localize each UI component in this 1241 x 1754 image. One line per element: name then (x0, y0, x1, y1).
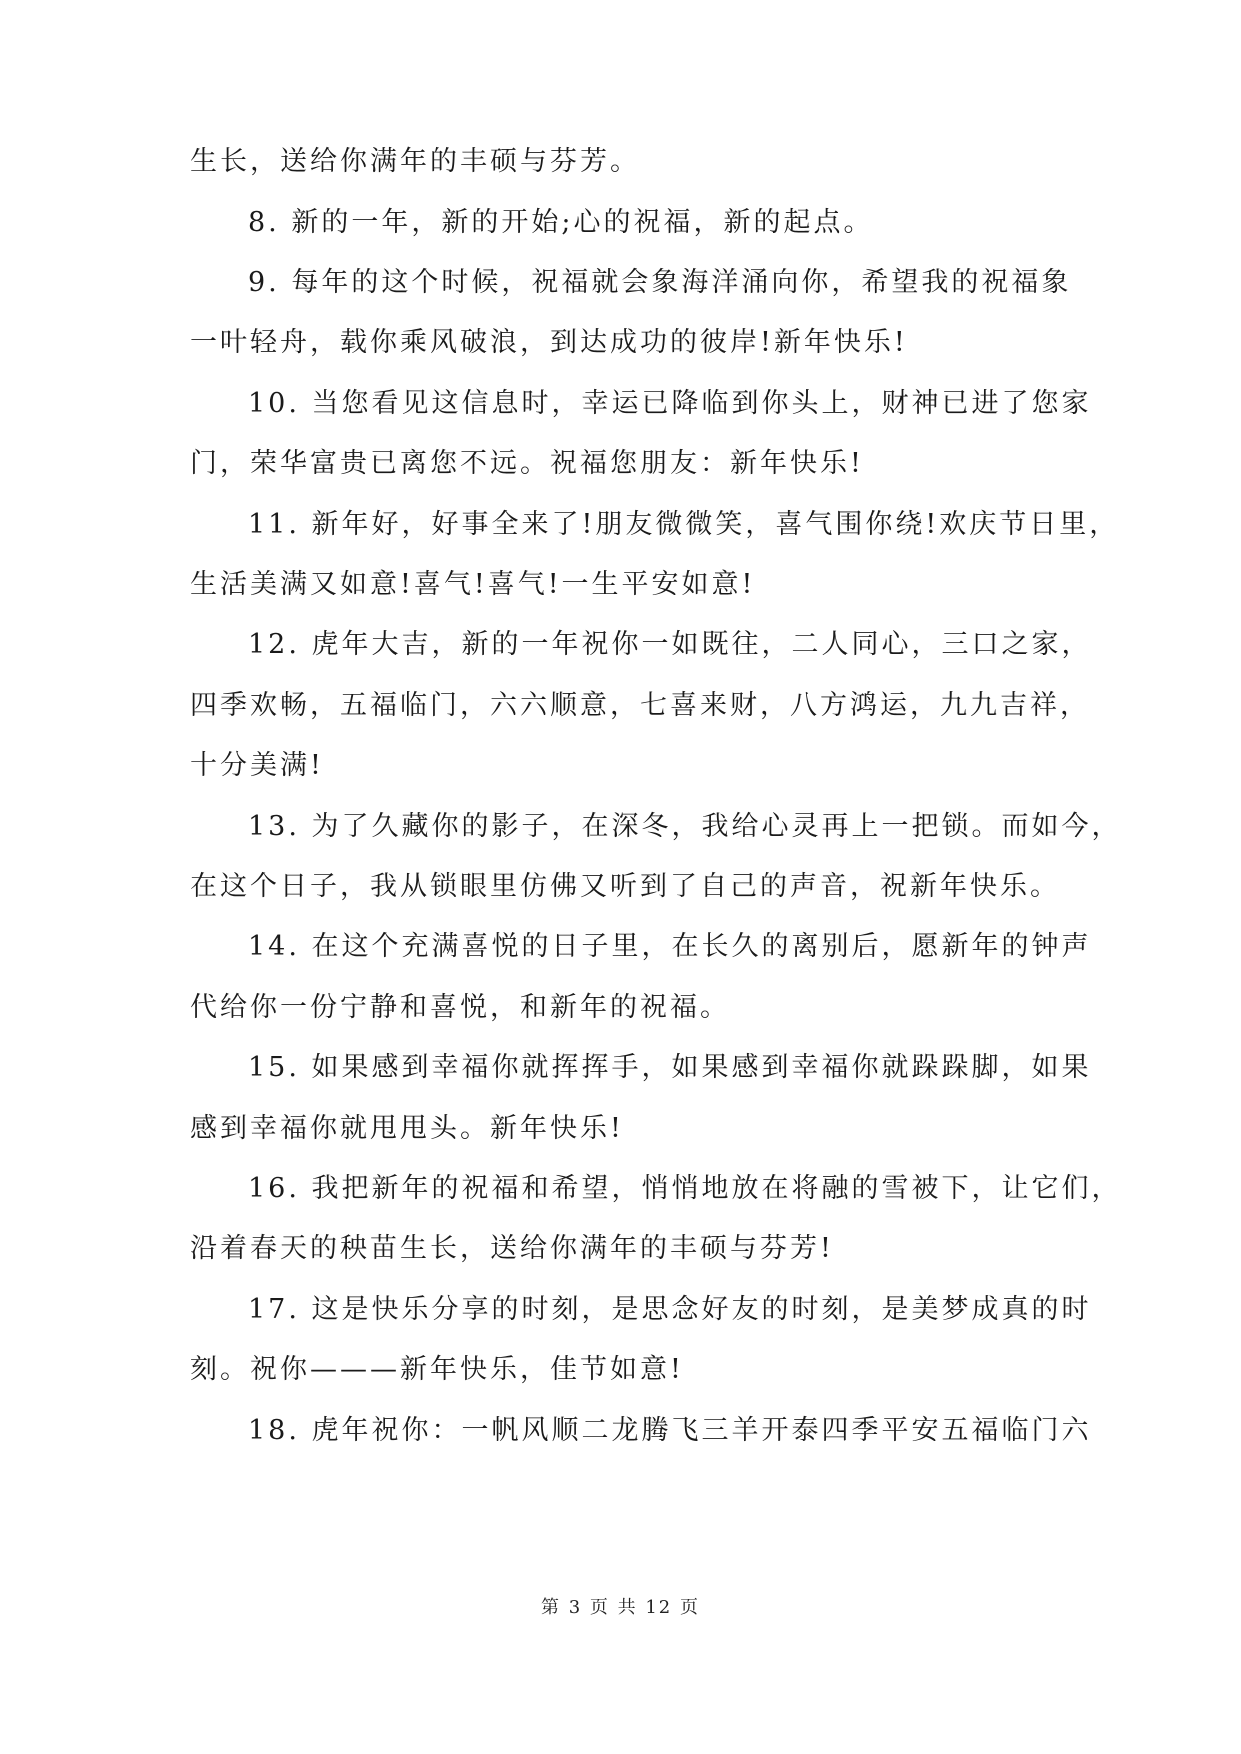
text-line: 一叶轻舟，载你乘风破浪，到达成功的彼岸!新年快乐! (190, 327, 908, 358)
text-line: 14. 在这个充满喜悦的日子里，在长久的离别后，愿新年的钟声 (248, 931, 1092, 962)
text-line: 15. 如果感到幸福你就挥挥手，如果感到幸福你就跺跺脚，如果 (248, 1052, 1092, 1083)
text-line: 17. 这是快乐分享的时刻，是思念好友的时刻，是美梦成真的时 (248, 1294, 1092, 1325)
text-line: 四季欢畅，五福临门，六六顺意，七喜来财，八方鸿运，九九吉祥， (190, 690, 1090, 721)
text-line: 生长，送给你满年的丰硕与芬芳。 (190, 146, 640, 177)
text-line: 12. 虎年大吉，新的一年祝你一如既往，二人同心，三口之家， (248, 629, 1092, 660)
text-line: 刻。祝你———新年快乐，佳节如意! (190, 1354, 684, 1385)
text-line: 生活美满又如意!喜气!喜气!一生平安如意! (190, 569, 756, 600)
text-line: 门，荣华富贵已离您不远。祝福您朋友：新年快乐! (190, 448, 864, 479)
text-line: 11. 新年好，好事全来了!朋友微微笑，喜气围你绕!欢庆节日里， (248, 509, 1120, 540)
text-line: 8. 新的一年，新的开始;心的祝福，新的起点。 (248, 207, 874, 238)
text-line: 13. 为了久藏你的影子，在深冬，我给心灵再上一把锁。而如今， (248, 811, 1122, 842)
text-line: 代给你一份宁静和喜悦，和新年的祝福。 (190, 992, 730, 1023)
text-line: 十分美满! (190, 750, 324, 781)
text-line: 感到幸福你就甩甩头。新年快乐! (190, 1113, 624, 1144)
text-line: 沿着春天的秧苗生长，送给你满年的丰硕与芬芳! (190, 1233, 834, 1264)
text-line: 16. 我把新年的祝福和希望，悄悄地放在将融的雪被下，让它们， (248, 1173, 1122, 1204)
text-line: 18. 虎年祝你：一帆风顺二龙腾飞三羊开泰四季平安五福临门六 (248, 1415, 1092, 1446)
text-line: 10. 当您看见这信息时，幸运已降临到你头上，财神已进了您家 (248, 388, 1092, 419)
text-line: 在这个日子，我从锁眼里仿佛又听到了自己的声音，祝新年快乐。 (190, 871, 1060, 902)
text-line: 9. 每年的这个时候，祝福就会象海洋涌向你，希望我的祝福象 (248, 267, 1072, 298)
page-number-footer: 第 3 页 共 12 页 (541, 1597, 700, 1618)
